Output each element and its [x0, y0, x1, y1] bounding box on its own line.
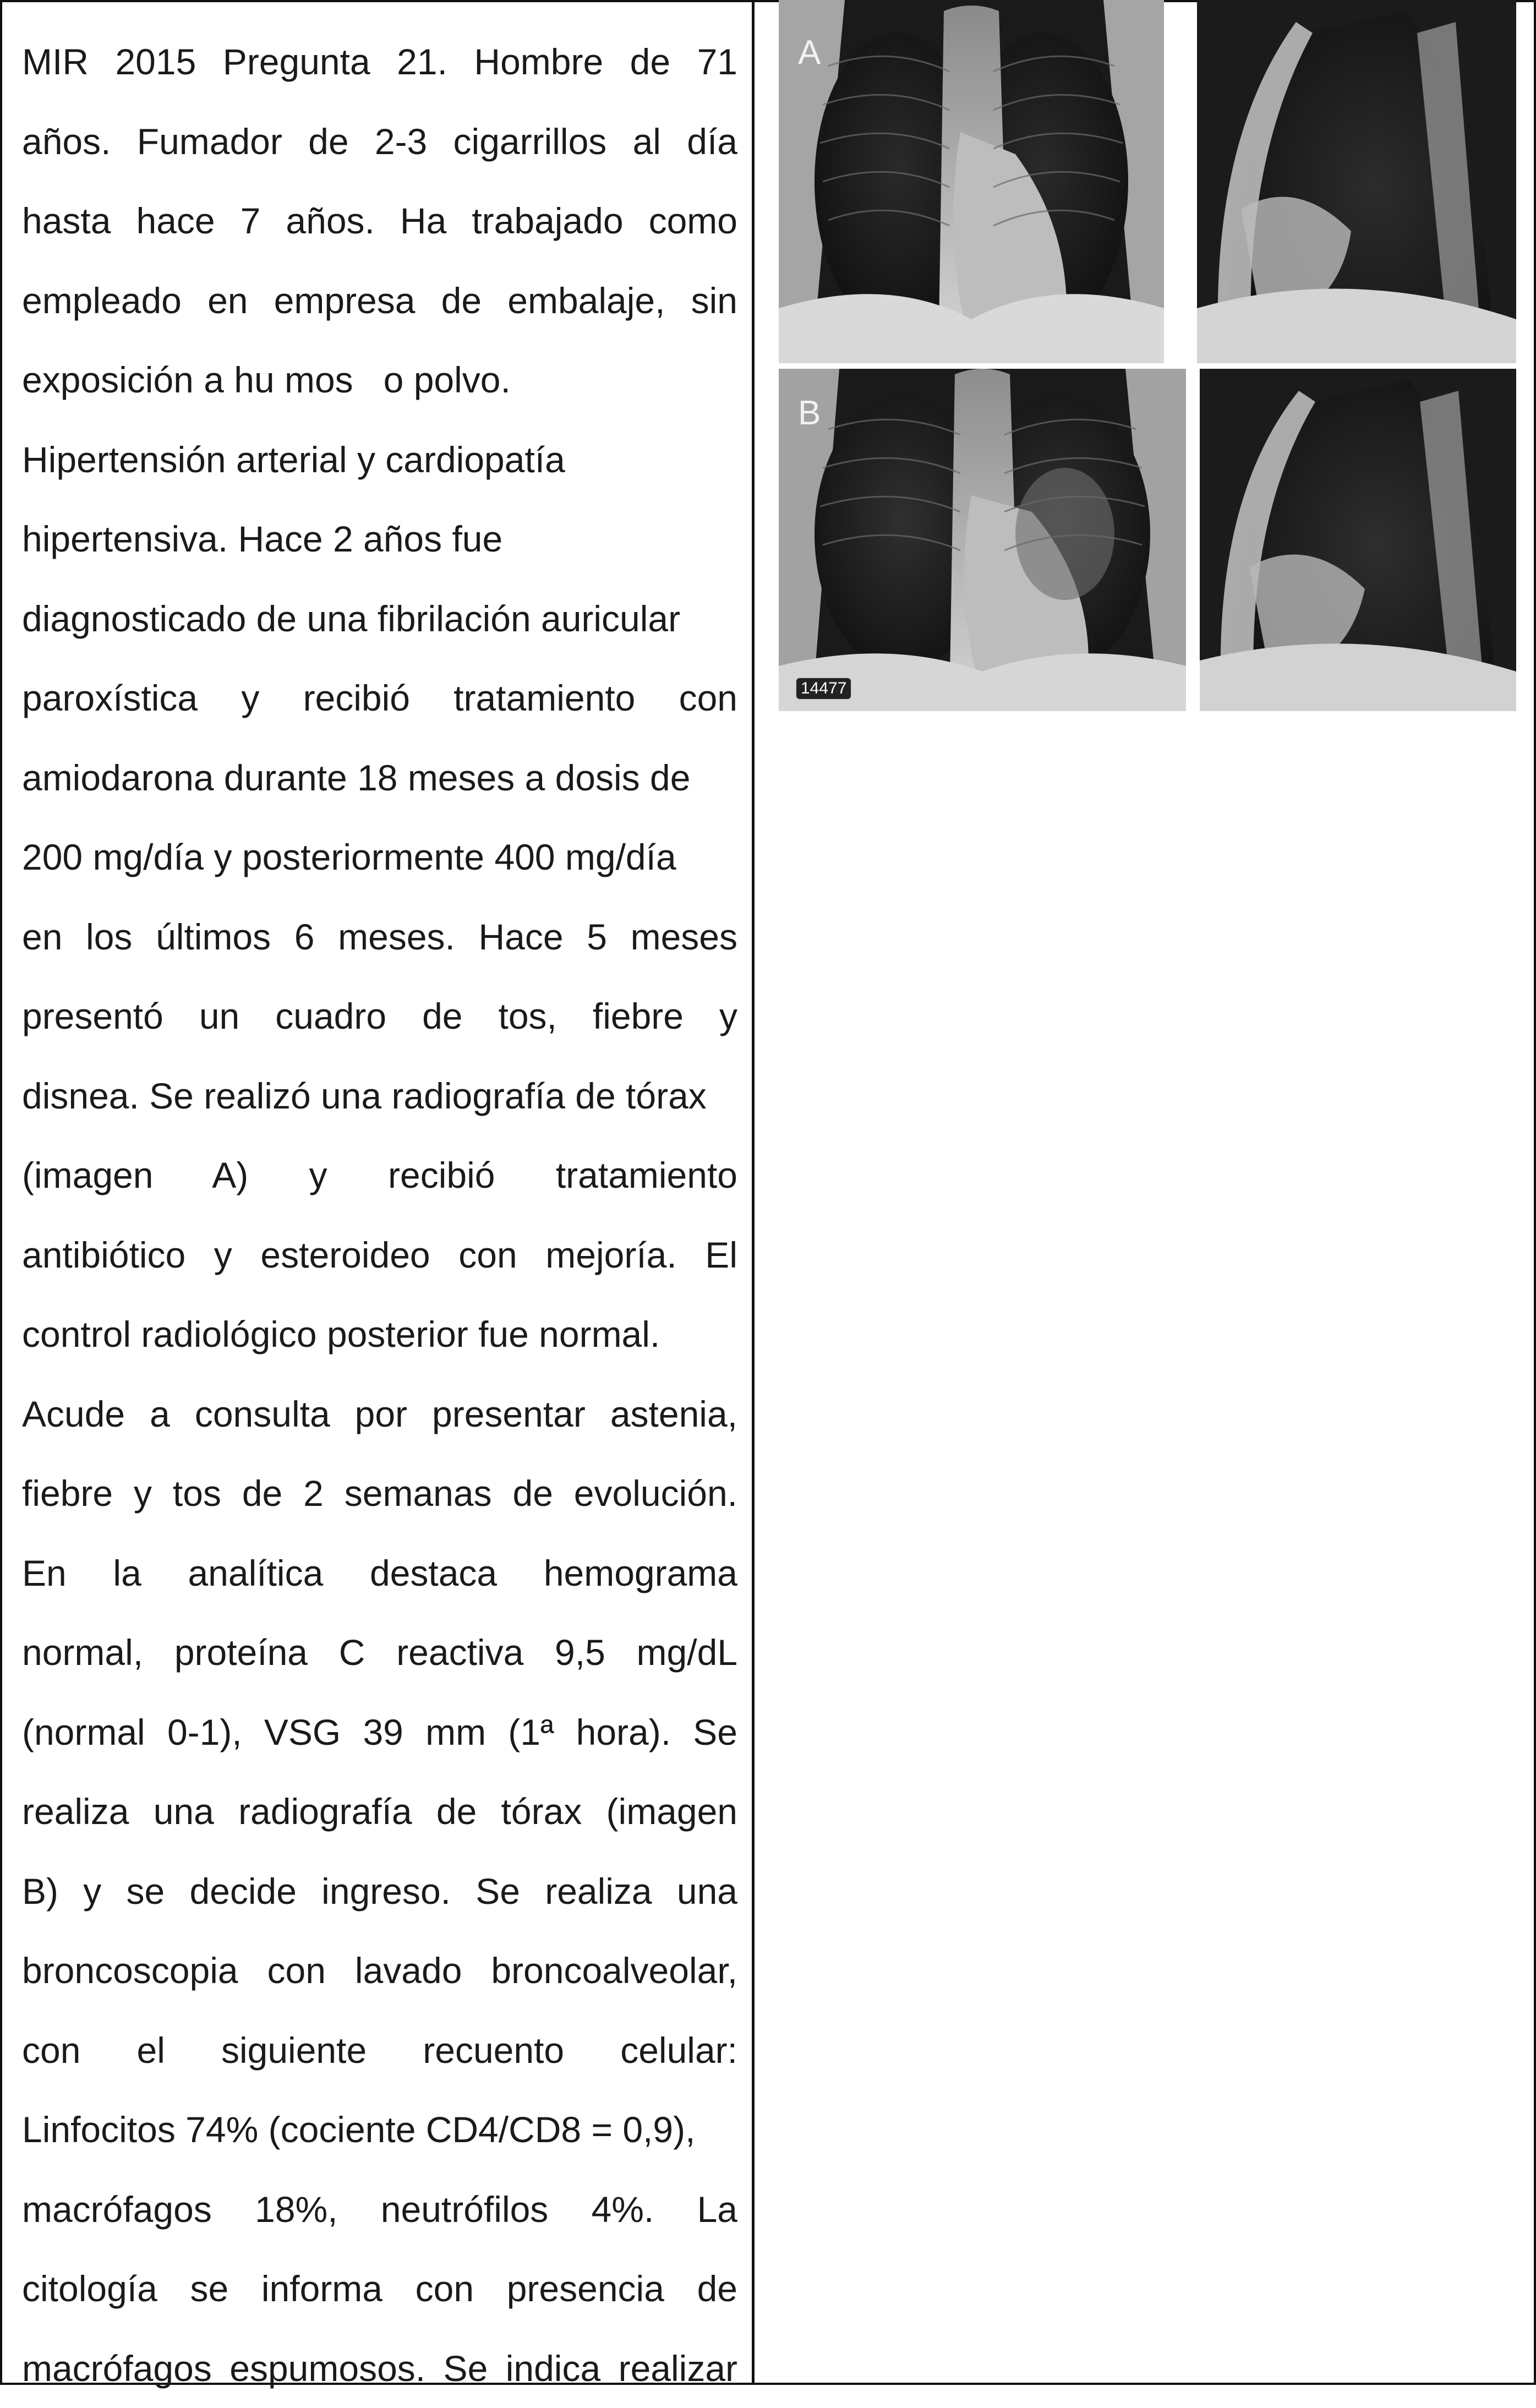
text-line: exposición a hu mos o polvo.	[22, 340, 737, 420]
text-line: antibiótico y esteroideo con mejoría. El	[22, 1215, 737, 1295]
xray-a-lateral	[1197, 0, 1516, 363]
text-line: macrófagos espumosos. Se indica realizar	[22, 2329, 737, 2408]
text-line: normal, proteína C reactiva 9,5 mg/dL	[22, 1613, 737, 1692]
text-line: empleado en empresa de embalaje, sin	[22, 261, 737, 341]
text-line: Linfocitos 74% (cociente CD4/CD8 = 0,9),	[22, 2090, 737, 2170]
text-line: disnea. Se realizó una radiografía de tórax	[22, 1056, 737, 1136]
text-line: diagnosticado de una fibrilación auricular	[22, 579, 737, 659]
film-number-badge: 14477	[795, 677, 852, 700]
xray-a-frontal	[779, 0, 1164, 363]
text-line: en los últimos 6 meses. Hace 5 meses	[22, 897, 737, 977]
text-line: macrófagos 18%, neutrófilos 4%. La	[22, 2170, 737, 2249]
panel-b-label: B	[798, 394, 821, 433]
text-line: hasta hace 7 años. Ha trabajado como	[22, 181, 737, 261]
text-line: B) y se decide ingreso. Se realiza una	[22, 1852, 737, 1931]
panel-a-label: A	[798, 33, 821, 72]
text-line: citología se informa con presencia de	[22, 2249, 737, 2329]
text-line: paroxística y recibió tratamiento con	[22, 658, 737, 738]
text-line: Hipertensión arterial y cardiopatía	[22, 420, 737, 500]
text-line: En la analítica destaca hemograma	[22, 1533, 737, 1613]
xray-b-lateral	[1200, 369, 1516, 711]
text-line: realiza una radiografía de tórax (imagen	[22, 1772, 737, 1852]
text-line: broncoscopia con lavado broncoalveolar,	[22, 1931, 737, 2011]
text-line: control radiológico posterior fue normal.	[22, 1295, 737, 1374]
column-divider	[752, 0, 755, 2385]
xray-b-frontal	[779, 369, 1186, 711]
text-line: MIR 2015 Pregunta 21. Hombre de 71	[22, 22, 737, 102]
case-text	[22, 22, 737, 2408]
text-line: presentó un cuadro de tos, fiebre y	[22, 976, 737, 1056]
text-line: amiodarona durante 18 meses a dosis de	[22, 738, 737, 818]
text-line: 200 mg/día y posteriormente 400 mg/día	[22, 817, 737, 897]
text-line: (imagen A) y recibió tratamiento	[22, 1135, 737, 1215]
text-line: Acude a consulta por presentar astenia,	[22, 1374, 737, 1454]
text-line: años. Fumador de 2-3 cigarrillos al día	[22, 102, 737, 182]
text-line: fiebre y tos de 2 semanas de evolución.	[22, 1454, 737, 1533]
text-line: (normal 0-1), VSG 39 mm (1ª hora). Se	[22, 1692, 737, 1772]
text-line: con el siguiente recuento celular:	[22, 2011, 737, 2090]
text-line: hipertensiva. Hace 2 años fue	[22, 499, 737, 579]
